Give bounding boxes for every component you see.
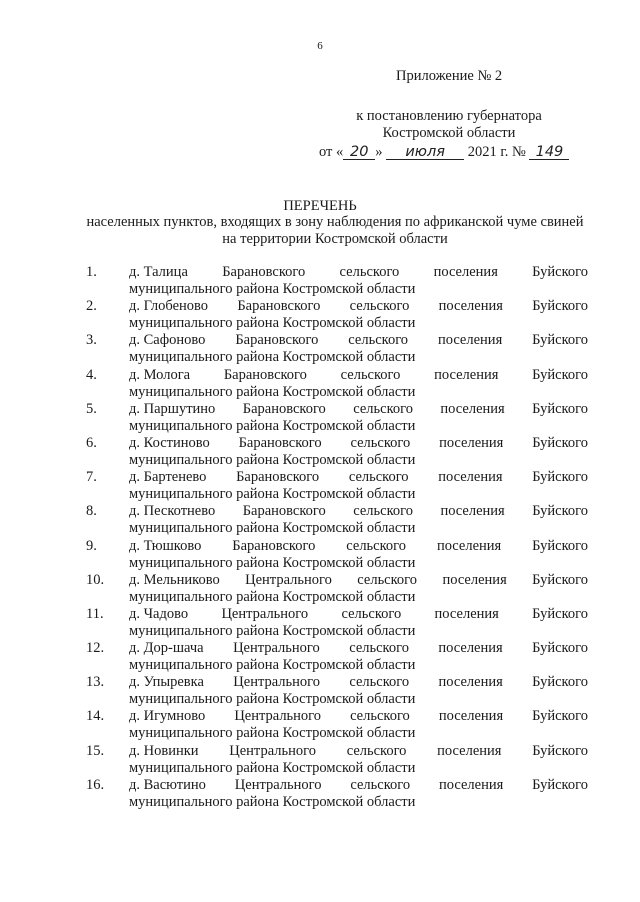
list-item-word: Буйского <box>532 434 588 451</box>
list-item-number: 3. <box>86 332 97 349</box>
list-item-word: Барановского <box>237 298 321 315</box>
list-item-number: 14. <box>86 708 105 725</box>
list-item-line-1 <box>129 469 588 486</box>
list-item-word: сельского <box>339 264 400 280</box>
decree-date <box>319 144 569 161</box>
list-item-line-2: муниципального района Костромской области <box>129 451 416 468</box>
list-item-word: сельского <box>357 571 418 588</box>
list-item-line-2: муниципального района Костромской области <box>129 725 416 742</box>
list-item-line-1 <box>129 538 588 555</box>
list-item-text <box>129 572 588 606</box>
list-item-word: д. Васютино <box>129 776 206 793</box>
list-item-word: Буйского <box>532 366 588 383</box>
list-item-word: Буйского <box>532 605 588 622</box>
list-item-word: поселения <box>434 366 499 383</box>
list-item-line-1 <box>129 298 588 315</box>
list-item-text <box>129 503 588 537</box>
list-item-word: сельского <box>350 708 410 725</box>
document-subtitle: населенных пунктов, входящих в зону наблюдения по африканской чуме свиней на территории Костромской области <box>86 214 584 247</box>
list-item-line-1 <box>129 606 588 623</box>
list-item <box>86 332 590 366</box>
list-item-word: Буйского <box>532 332 588 349</box>
list-item-text <box>129 469 588 503</box>
list-item-number: 12. <box>86 640 105 657</box>
list-item-word: Буйского <box>532 742 588 759</box>
list-item-text <box>129 264 588 298</box>
list-item-word: сельского <box>349 640 409 657</box>
list-item-word: поселения <box>437 332 503 349</box>
list-item-line-2: муниципального района Костромской области <box>129 759 416 776</box>
list-item-word: Барановского <box>222 264 306 280</box>
list-item-word: Центрального <box>245 571 332 588</box>
list-item-word: сельского <box>353 400 413 417</box>
decree-line-2: Костромской области <box>382 125 516 141</box>
list-item-line-2: муниципального района Костромской области <box>129 657 416 674</box>
list-item <box>86 469 590 503</box>
list-item-line-1 <box>129 435 588 452</box>
list-item-number: 15. <box>86 742 105 759</box>
list-item-number: 10. <box>86 571 105 588</box>
list-item-word: поселения <box>438 674 503 691</box>
list-item-word: Барановского <box>242 503 326 520</box>
list-item-text <box>129 435 588 469</box>
list-item-word: поселения <box>439 434 504 451</box>
list-item-line-2: муниципального района Костромской области <box>129 281 416 297</box>
list-item-word: сельского <box>348 469 409 486</box>
list-item <box>86 367 590 401</box>
list-item <box>86 606 590 640</box>
list-item-word: д. Сафоново <box>129 332 206 349</box>
date-day-suffix: » <box>375 144 383 160</box>
list-item-word: Центрального <box>233 640 320 657</box>
list-item-text <box>129 332 588 366</box>
list-item-word: Барановского <box>232 537 316 554</box>
list-item-word: поселения <box>437 742 502 759</box>
list-item-number: 5. <box>86 400 97 417</box>
list-item-word: Центрального <box>234 776 322 793</box>
list-item-line-1 <box>129 401 588 418</box>
list-item-number: 8. <box>86 503 97 520</box>
annex-label: Приложение № 2 <box>396 68 503 84</box>
list-item-text <box>129 401 588 435</box>
list-item-word: Барановского <box>238 434 322 451</box>
list-item-word: д. Новинки <box>129 742 199 759</box>
list-item <box>86 503 590 537</box>
settlement-list <box>86 264 590 811</box>
list-item-text <box>129 743 588 777</box>
list-item-word: Центрального <box>234 708 322 725</box>
list-item-text <box>129 606 588 640</box>
list-item-word: д. Костиново <box>129 434 210 451</box>
list-item <box>86 264 590 298</box>
list-item-word: Барановского <box>235 332 319 349</box>
list-item-line-2: муниципального района Костромской области <box>129 554 416 571</box>
page-number: 6 <box>317 40 323 52</box>
list-item-word: Буйского <box>532 674 588 691</box>
handwritten-number: 149 <box>529 145 569 160</box>
list-item-number: 6. <box>86 434 97 451</box>
list-item-number: 16. <box>86 776 105 793</box>
date-prefix: от « <box>319 144 344 160</box>
list-item-word: поселения <box>438 776 504 793</box>
list-item-line-2: муниципального района Костромской области <box>129 520 416 537</box>
list-item-word: сельского <box>349 298 410 315</box>
list-item-word: Центрального <box>221 605 309 622</box>
list-item-text <box>129 298 588 332</box>
list-item-word: д. Талица <box>129 264 188 280</box>
list-item-word: сельского <box>348 332 409 349</box>
list-item-word: сельского <box>346 742 407 759</box>
list-item-word: сельского <box>349 674 410 691</box>
list-item-word: Буйского <box>532 571 588 588</box>
list-item-text <box>129 640 588 674</box>
list-item-word: поселения <box>438 708 504 725</box>
list-item-line-1 <box>129 367 588 384</box>
list-item <box>86 435 590 469</box>
list-item-number: 7. <box>86 469 97 486</box>
list-item-word: Буйского <box>532 708 588 725</box>
list-item-line-2: муниципального района Костромской области <box>129 622 416 639</box>
date-year: 2021 г. № <box>467 144 526 160</box>
list-item-word: сельского <box>353 503 413 520</box>
list-item-text <box>129 538 588 572</box>
list-item <box>86 674 590 708</box>
list-item-line-1 <box>129 743 588 760</box>
handwritten-month: июля <box>386 145 464 160</box>
list-item-number: 4. <box>86 366 97 383</box>
list-item <box>86 708 590 742</box>
list-item <box>86 777 590 811</box>
list-item-word: д. Бартенево <box>129 469 207 486</box>
list-item-word: поселения <box>438 640 503 657</box>
list-item-word: сельского <box>350 434 411 451</box>
list-item-word: д. Дор-шача <box>129 640 204 657</box>
list-item-word: Барановского <box>242 400 326 417</box>
list-item-line-2: муниципального района Костромской области <box>129 315 416 332</box>
list-item-word: поселения <box>436 537 502 554</box>
list-item-word: сельского <box>350 776 411 793</box>
list-item-line-2: муниципального района Костромской области <box>129 486 416 503</box>
list-item <box>86 572 590 606</box>
list-item-word: сельского <box>341 605 402 622</box>
list-item-text <box>129 777 588 811</box>
list-item-line-2: муниципального района Костромской области <box>129 383 416 400</box>
list-item-word: поселения <box>438 298 503 315</box>
list-item <box>86 401 590 435</box>
list-item-number: 9. <box>86 537 97 554</box>
list-item-word: поселения <box>434 605 499 622</box>
list-item-word: поселения <box>438 469 503 486</box>
list-item-word: Буйского <box>532 264 588 280</box>
list-item-line-2: муниципального района Костромской области <box>129 588 416 605</box>
list-item-word: поселения <box>440 503 505 520</box>
list-item-word: д. Упыревка <box>129 674 204 691</box>
list-item-word: Буйского <box>532 298 588 315</box>
list-item-word: д. Молога <box>129 366 191 383</box>
list-item-number: 2. <box>86 298 97 315</box>
list-item-word: Центрального <box>233 674 320 691</box>
list-item-word: Буйского <box>532 469 588 486</box>
list-item-line-1 <box>129 264 588 281</box>
list-item-word: Буйского <box>532 400 588 417</box>
list-item-number: 1. <box>86 264 97 280</box>
list-item-word: д. Чадово <box>129 605 189 622</box>
list-item-word: Буйского <box>532 640 588 657</box>
list-item <box>86 743 590 777</box>
list-item <box>86 538 590 572</box>
list-item-line-2: муниципального района Костромской области <box>129 691 416 708</box>
list-item-word: поселения <box>442 571 507 588</box>
list-item-word: Буйского <box>532 537 588 554</box>
list-item-word: Буйского <box>532 503 588 520</box>
list-item-word: Барановского <box>223 366 307 383</box>
list-item-text <box>129 674 588 708</box>
list-item-word: д. Глобеново <box>129 298 209 315</box>
list-item-line-1 <box>129 640 588 657</box>
list-item-number: 13. <box>86 674 105 691</box>
list-item-word: Центрального <box>229 742 316 759</box>
list-item-line-2: муниципального района Костромской области <box>129 793 416 810</box>
list-item-word: д. Пескотнево <box>129 503 216 520</box>
list-item-line-1 <box>129 332 588 349</box>
list-item-line-2: муниципального района Костромской области <box>129 417 416 434</box>
document-title: ПЕРЕЧЕНЬ <box>283 198 357 214</box>
list-item-line-1 <box>129 708 588 725</box>
list-item-text <box>129 708 588 742</box>
list-item <box>86 640 590 674</box>
list-item-word: д. Тюшково <box>129 537 202 554</box>
list-item-word: Буйского <box>532 776 588 793</box>
list-item-text <box>129 367 588 401</box>
list-item-word: поселения <box>433 264 498 280</box>
list-item-line-1 <box>129 572 588 589</box>
list-item-word: д. Паршутино <box>129 400 216 417</box>
list-item <box>86 298 590 332</box>
list-item-word: сельского <box>346 537 406 554</box>
list-item-line-2: муниципального района Костромской области <box>129 349 416 366</box>
list-item-line-1 <box>129 674 588 691</box>
handwritten-day: 20 <box>343 145 375 160</box>
list-item-word: Барановского <box>236 469 320 486</box>
list-item-word: д. Мельниково <box>129 571 220 588</box>
list-item-number: 11. <box>86 605 104 622</box>
list-item-word: поселения <box>440 400 505 417</box>
decree-reference <box>300 108 598 142</box>
list-item-line-1 <box>129 777 588 794</box>
list-item-line-1 <box>129 503 588 520</box>
list-item-word: д. Игумново <box>129 708 206 725</box>
list-item-word: сельского <box>340 366 401 383</box>
decree-line-1: к постановлению губернатора <box>356 108 542 124</box>
